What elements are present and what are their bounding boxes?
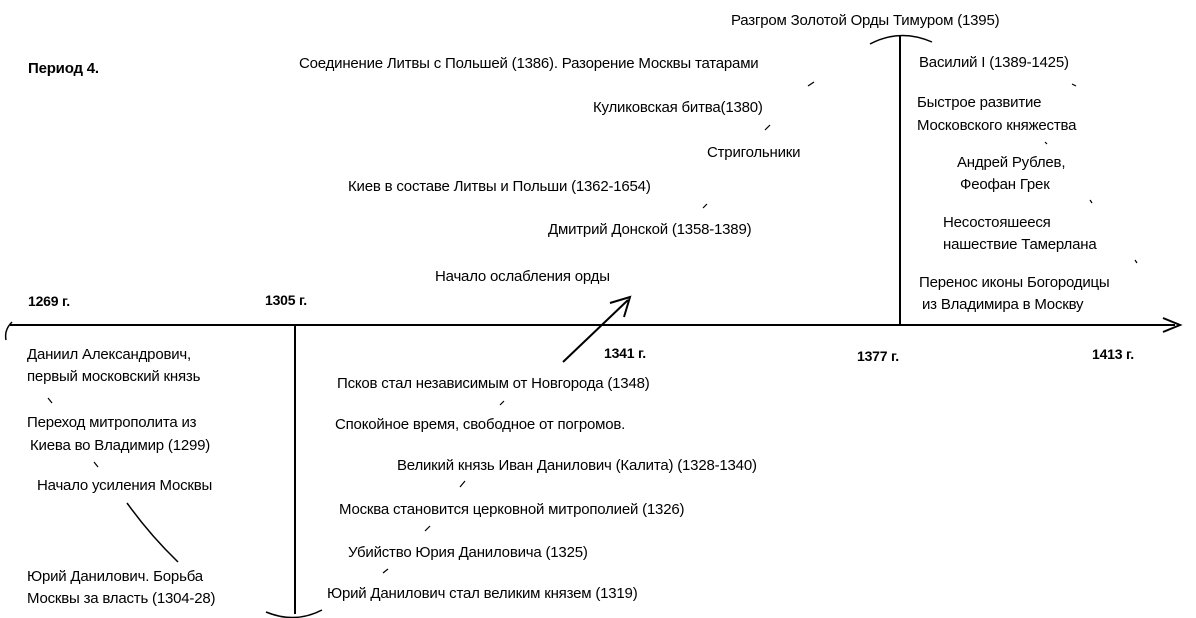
event-vasily-i: Василий I (1389-1425) — [919, 54, 1069, 71]
event-dmitry-donskoy: Дмитрий Донской (1358-1389) — [548, 221, 752, 238]
year-label-1305: 1305 г. — [265, 292, 307, 308]
event-metropolitan-1: Переход митрополита из — [27, 414, 197, 431]
event-calm-time: Спокойное время, свободное от погромов. — [335, 416, 626, 433]
event-metropolitan-2: Киева во Владимир (1299) — [30, 437, 211, 454]
event-pskov: Псков стал независимым от Новгорода (1348) — [337, 375, 650, 392]
event-strigolniki: Стригольники — [707, 144, 801, 161]
year-label-1377: 1377 г. — [857, 348, 899, 364]
year-label-1341: 1341 г. — [604, 345, 646, 361]
period-label: Период 4. — [28, 60, 99, 77]
event-icon-transfer-2: из Владимира в Москву — [922, 296, 1084, 313]
event-kulikovo-battle: Куликовская битва(1380) — [593, 99, 763, 116]
event-tamerlane-1: Несостояшееся — [943, 214, 1051, 231]
event-kiev-lithuania: Киев в составе Литвы и Польши (1362-1654) — [348, 178, 651, 195]
event-moscow-rise: Начало усиления Москвы — [37, 477, 213, 494]
year-label-1413: 1413 г. — [1092, 346, 1134, 362]
event-lithuania-poland-union: Соединение Литвы с Польшей (1386). Разорение Москвы татарами — [299, 55, 759, 72]
event-timur-defeat: Разгром Золотой Орды Тимуром (1395) — [731, 12, 1000, 29]
event-rublev-2: Феофан Грек — [960, 176, 1050, 193]
event-ivan-kalita: Великий князь Иван Данилович (Калита) (1328-1340) — [397, 457, 757, 474]
event-yury-grand-prince: Юрий Данилович стал великим князем (1319) — [327, 585, 638, 602]
event-horde-weakening: Начало ослабления орды — [435, 268, 610, 285]
event-moscow-metropolis: Москва становится церковной митрополией (1326) — [339, 501, 685, 518]
year-label-1269: 1269 г. — [28, 293, 70, 309]
left-connector — [127, 503, 178, 562]
event-yury-struggle-2: Москвы за власть (1304-28) — [27, 590, 216, 607]
event-moscow-development-2: Московского княжества — [917, 117, 1077, 134]
event-icon-transfer-1: Перенос иконы Богородицы — [919, 274, 1110, 291]
event-rublev-1: Андрей Рублев, — [957, 154, 1066, 171]
event-yury-murder: Убийство Юрия Даниловича (1325) — [348, 544, 588, 561]
event-daniil-2: первый московский князь — [27, 368, 201, 385]
event-yury-struggle-1: Юрий Данилович. Борьба — [27, 568, 203, 585]
event-tamerlane-2: нашествие Тамерлана — [943, 236, 1097, 253]
event-moscow-development-1: Быстрое развитие — [917, 94, 1042, 111]
event-daniil-1: Даниил Александрович, — [27, 346, 191, 363]
